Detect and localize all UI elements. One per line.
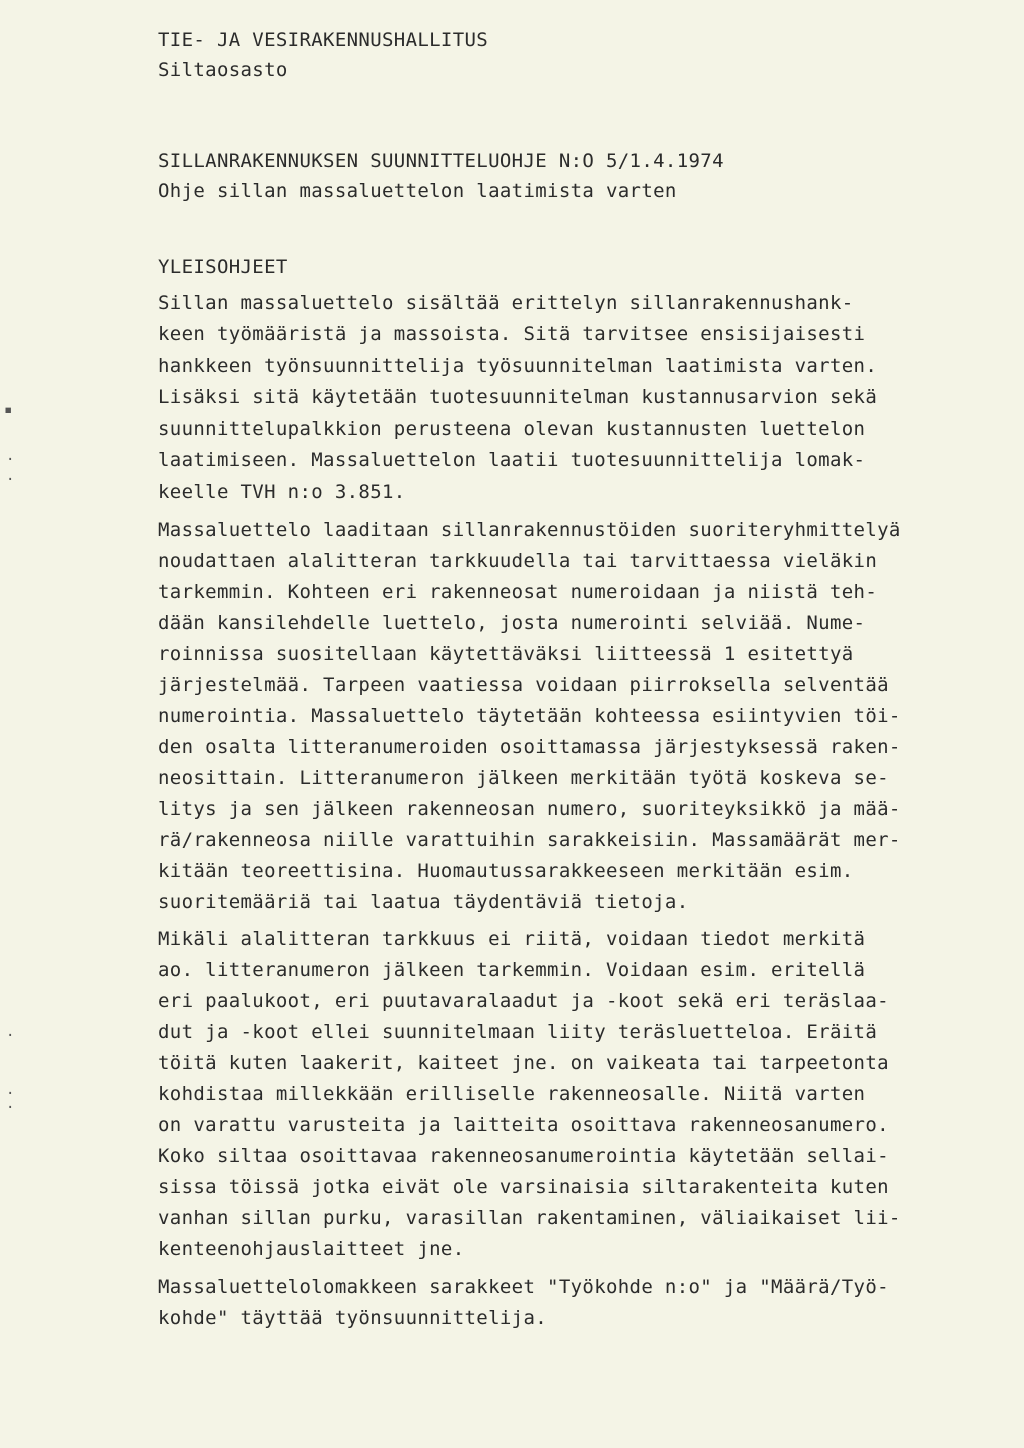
paragraph-line: dään kansilehdelle luettelo, josta numerointi selviää. Nume-: [158, 612, 866, 634]
paragraph-line: numerointia. Massaluettelo täytetään kohteessa esiintyvien töi-: [158, 705, 901, 727]
paragraph-line: litys ja sen jälkeen rakenneosan numero, suoriteyksikkö ja mää-: [158, 798, 901, 820]
paragraph-line: dut ja -koot ellei suunnitelmaan liity teräsluetteloa. Eräitä: [158, 1021, 878, 1043]
department-name: Siltaosasto: [158, 59, 288, 81]
paragraph-line: kenteenohjauslaitteet jne.: [158, 1238, 465, 1260]
paragraph-line: on varattu varusteita ja laitteita osoittava rakenneosanumero.: [158, 1114, 889, 1136]
scan-mark: ·: [6, 472, 15, 488]
scan-mark: ·: [6, 1100, 15, 1116]
paragraph-line: kohdistaa millekkään erilliselle rakenneosalle. Niitä varten: [158, 1083, 866, 1105]
paragraph-line: suunnittelupalkkion perusteena olevan kustannusten luettelon: [158, 418, 866, 440]
paragraph-line: Sillan massaluettelo sisältää erittelyn sillanrakennushank-: [158, 292, 854, 314]
paragraph-line: ao. litteranumeron jälkeen tarkemmin. Voidaan esim. eritellä: [158, 959, 866, 981]
paragraph-line: Massaluettelolomakkeen sarakkeet "Työkohde n:o" ja "Määrä/Työ-: [158, 1276, 889, 1298]
paragraph-line: rä/rakenneosa niille varattuihin sarakkeisiin. Massamäärät mer-: [158, 829, 901, 851]
paragraph-line: sissa töissä jotka eivät ole varsinaisia siltarakenteita kuten: [158, 1176, 889, 1198]
paragraph-line: roinnissa suositellaan käytettäväksi liitteessä 1 esitettyä: [158, 643, 854, 665]
paragraph-line: hankkeen työnsuunnittelija työsuunnitelman laatimista varten.: [158, 355, 878, 377]
paragraph-line: töitä kuten laakerit, kaiteet jne. on vaikeata tai tarpeetonta: [158, 1052, 889, 1074]
paragraph-line: neosittain. Litteranumeron jälkeen merkitään työtä koskeva se-: [158, 767, 889, 789]
paragraph-line: Mikäli alalitteran tarkkuus ei riitä, voidaan tiedot merkitä: [158, 928, 866, 950]
paragraph-line: laatimiseen. Massaluettelon laatii tuotesuunnittelija lomak-: [158, 449, 866, 471]
paragraph-line: suoritemääriä tai laatua täydentäviä tietoja.: [158, 891, 689, 913]
organization-name: TIE- JA VESIRAKENNUSHALLITUS: [158, 29, 489, 51]
paragraph-line: den osalta litteranumeroiden osoittamassa järjestyksessä raken-: [158, 736, 901, 758]
paragraph-line: kitään teoreettisina. Huomautussarakkeeseen merkitään esim.: [158, 860, 854, 882]
paragraph-line: noudattaen alalitteran tarkkuudella tai tarvittaessa vieläkin: [158, 550, 878, 572]
paragraph-line: Koko siltaa osoittavaa rakenneosanumerointia käytetään sellai-: [158, 1145, 889, 1167]
paragraph-line: tarkemmin. Kohteen eri rakenneosat numeroidaan ja niistä teh-: [158, 581, 878, 603]
scan-mark: ▪: [4, 402, 13, 418]
document-title: SILLANRAKENNUKSEN SUUNNITTELUOHJE N:O 5/1.4.1974: [158, 150, 724, 172]
paragraph-line: keelle TVH n:o 3.851.: [158, 481, 406, 503]
paragraph-line: järjestelmää. Tarpeen vaatiessa voidaan piirroksella selventää: [158, 674, 889, 696]
section-heading: YLEISOHJEET: [158, 256, 288, 278]
paragraph-line: eri paalukoot, eri puutavaralaadut ja -koot sekä eri teräslaa-: [158, 990, 889, 1012]
document-subtitle: Ohje sillan massaluettelon laatimista varten: [158, 180, 677, 202]
scan-mark: ·: [6, 1028, 15, 1044]
paragraph-line: keen työmääristä ja massoista. Sitä tarvitsee ensisijaisesti: [158, 323, 866, 345]
paragraph-line: Massaluettelo laaditaan sillanrakennustöiden suoriteryhmittelyä: [158, 519, 901, 541]
scan-mark: ·: [6, 452, 15, 468]
paragraph-line: vanhan sillan purku, varasillan rakentaminen, väliaikaiset lii-: [158, 1207, 901, 1229]
paragraph-line: Lisäksi sitä käytetään tuotesuunnitelman kustannusarvion sekä: [158, 386, 878, 408]
paragraph-line: kohde" täyttää työnsuunnittelija.: [158, 1307, 548, 1329]
scan-mark: ·: [6, 1086, 15, 1102]
